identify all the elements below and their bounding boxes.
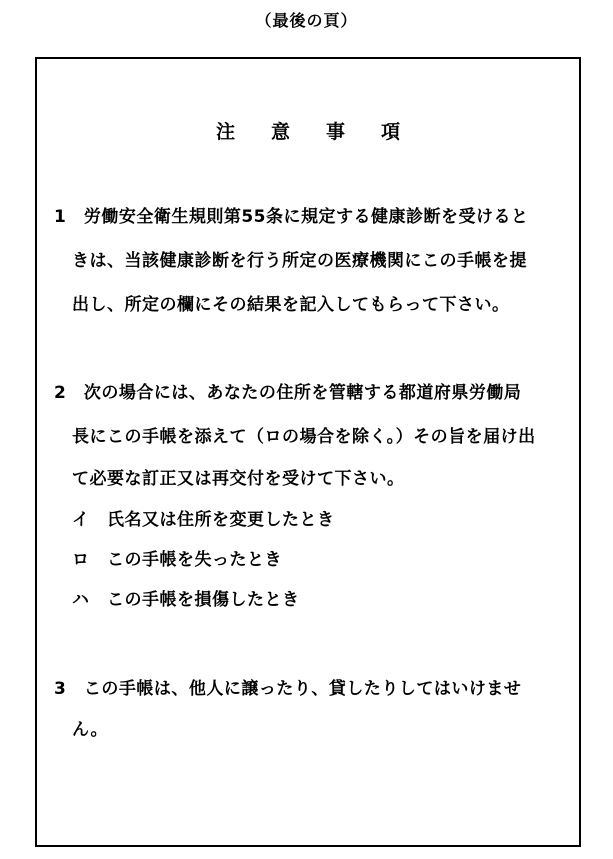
item-2-subitem-ro: ロ この手帳を失ったとき	[72, 550, 282, 570]
notice-title	[37, 117, 579, 144]
item-3-line-2: ん。	[72, 720, 109, 740]
notice-title-char: 注	[215, 121, 235, 143]
item-3-line-1: 3 この手帳は、他人に譲ったり、貸したりしてはいけませ	[54, 679, 522, 699]
item-1-line-1: 1 労働安全衛生規則第55条に規定する健康診断を受けると	[54, 207, 529, 227]
page-caption: （最後の頁）	[255, 11, 358, 30]
item-2-line-2: 長にこの手帳を添えて（ロの場合を除く。）その旨を届け出	[72, 427, 536, 447]
notice-title-char: 事	[326, 121, 346, 143]
item-2-line-3: て必要な訂正又は再交付を受けて下さい。	[72, 469, 405, 489]
item-2-line-1: 2 次の場合には、あなたの住所を管轄する都道府県労働局	[54, 383, 522, 403]
notice-title-char: 意	[270, 121, 290, 143]
item-2-subitem-i: イ 氏名又は住所を変更したとき	[72, 510, 335, 530]
item-2-subitem-ha: ハ この手帳を損傷したとき	[72, 590, 300, 610]
notice-box	[35, 57, 581, 847]
item-1-line-3: 出し、所定の欄にその結果を記入してもらって下さい。	[72, 295, 510, 315]
notice-title-char: 項	[381, 121, 401, 143]
item-1-line-2: きは、当該健康診断を行う所定の医療機関にこの手帳を提	[72, 251, 527, 271]
